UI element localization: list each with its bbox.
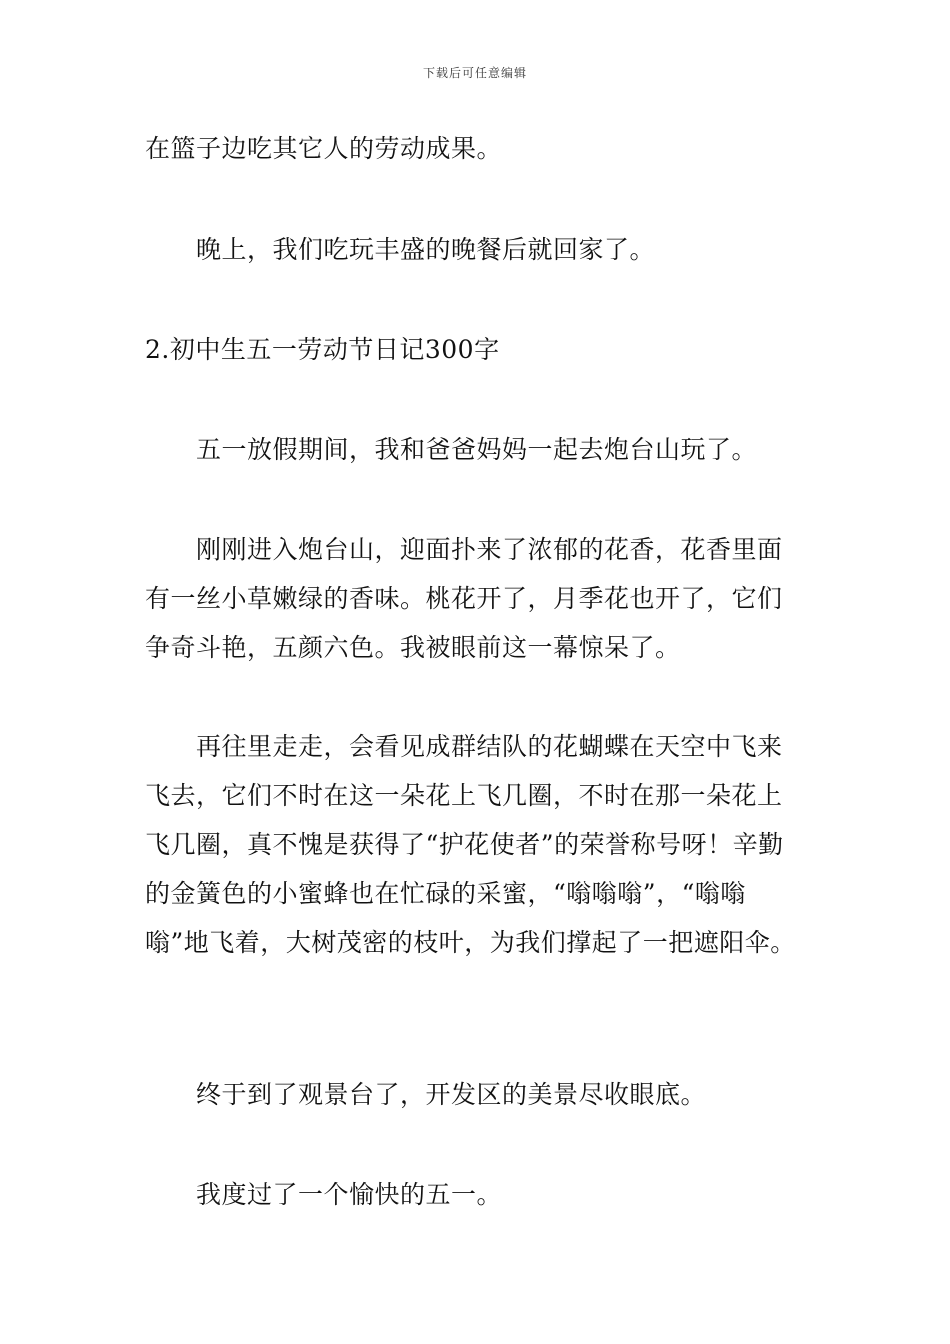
paragraph-butterflies: 再往里走走，会看见成群结队的花蝴蝶在天空中飞来飞去，它们不时在这一朵花上飞几圈，不时在那一朵花上飞几圈，真不愧是获得了“护花使者”的荣誉称号呀！辛勤的金簧色的小蜜蜂也在忙碌的采蜜，“嗡嗡嗡”，“嗡嗡嗡”地飞着，大树茂密的枝叶，为我们撑起了一把遮阳伞。 <box>145 732 796 957</box>
paragraph-holiday: 五一放假期间，我和爸爸妈妈一起去炮台山玩了。 <box>196 435 758 464</box>
page-header: 下载后可任意编辑 <box>422 66 527 80</box>
paragraph-flowers: 刚刚进入炮台山，迎面扑来了浓郁的花香，花香里面有一丝小草嫩绿的香味。桃花开了，月季花也开了，它们争奇斗艳，五颜六色。我被眼前这一幕惊呆了。 <box>145 535 783 662</box>
paragraph-conclusion: 我度过了一个愉快的五一。 <box>196 1180 503 1209</box>
section-heading: 2.初中生五一劳动节日记300字 <box>145 335 500 364</box>
paragraph-continuation: 在篮子边吃其它人的劳动成果。 <box>145 134 503 163</box>
paragraph-viewpoint: 终于到了观景台了，开发区的美景尽收眼底。 <box>196 1080 707 1109</box>
paragraph-dinner: 晚上，我们吃玩丰盛的晚餐后就回家了。 <box>196 235 656 264</box>
